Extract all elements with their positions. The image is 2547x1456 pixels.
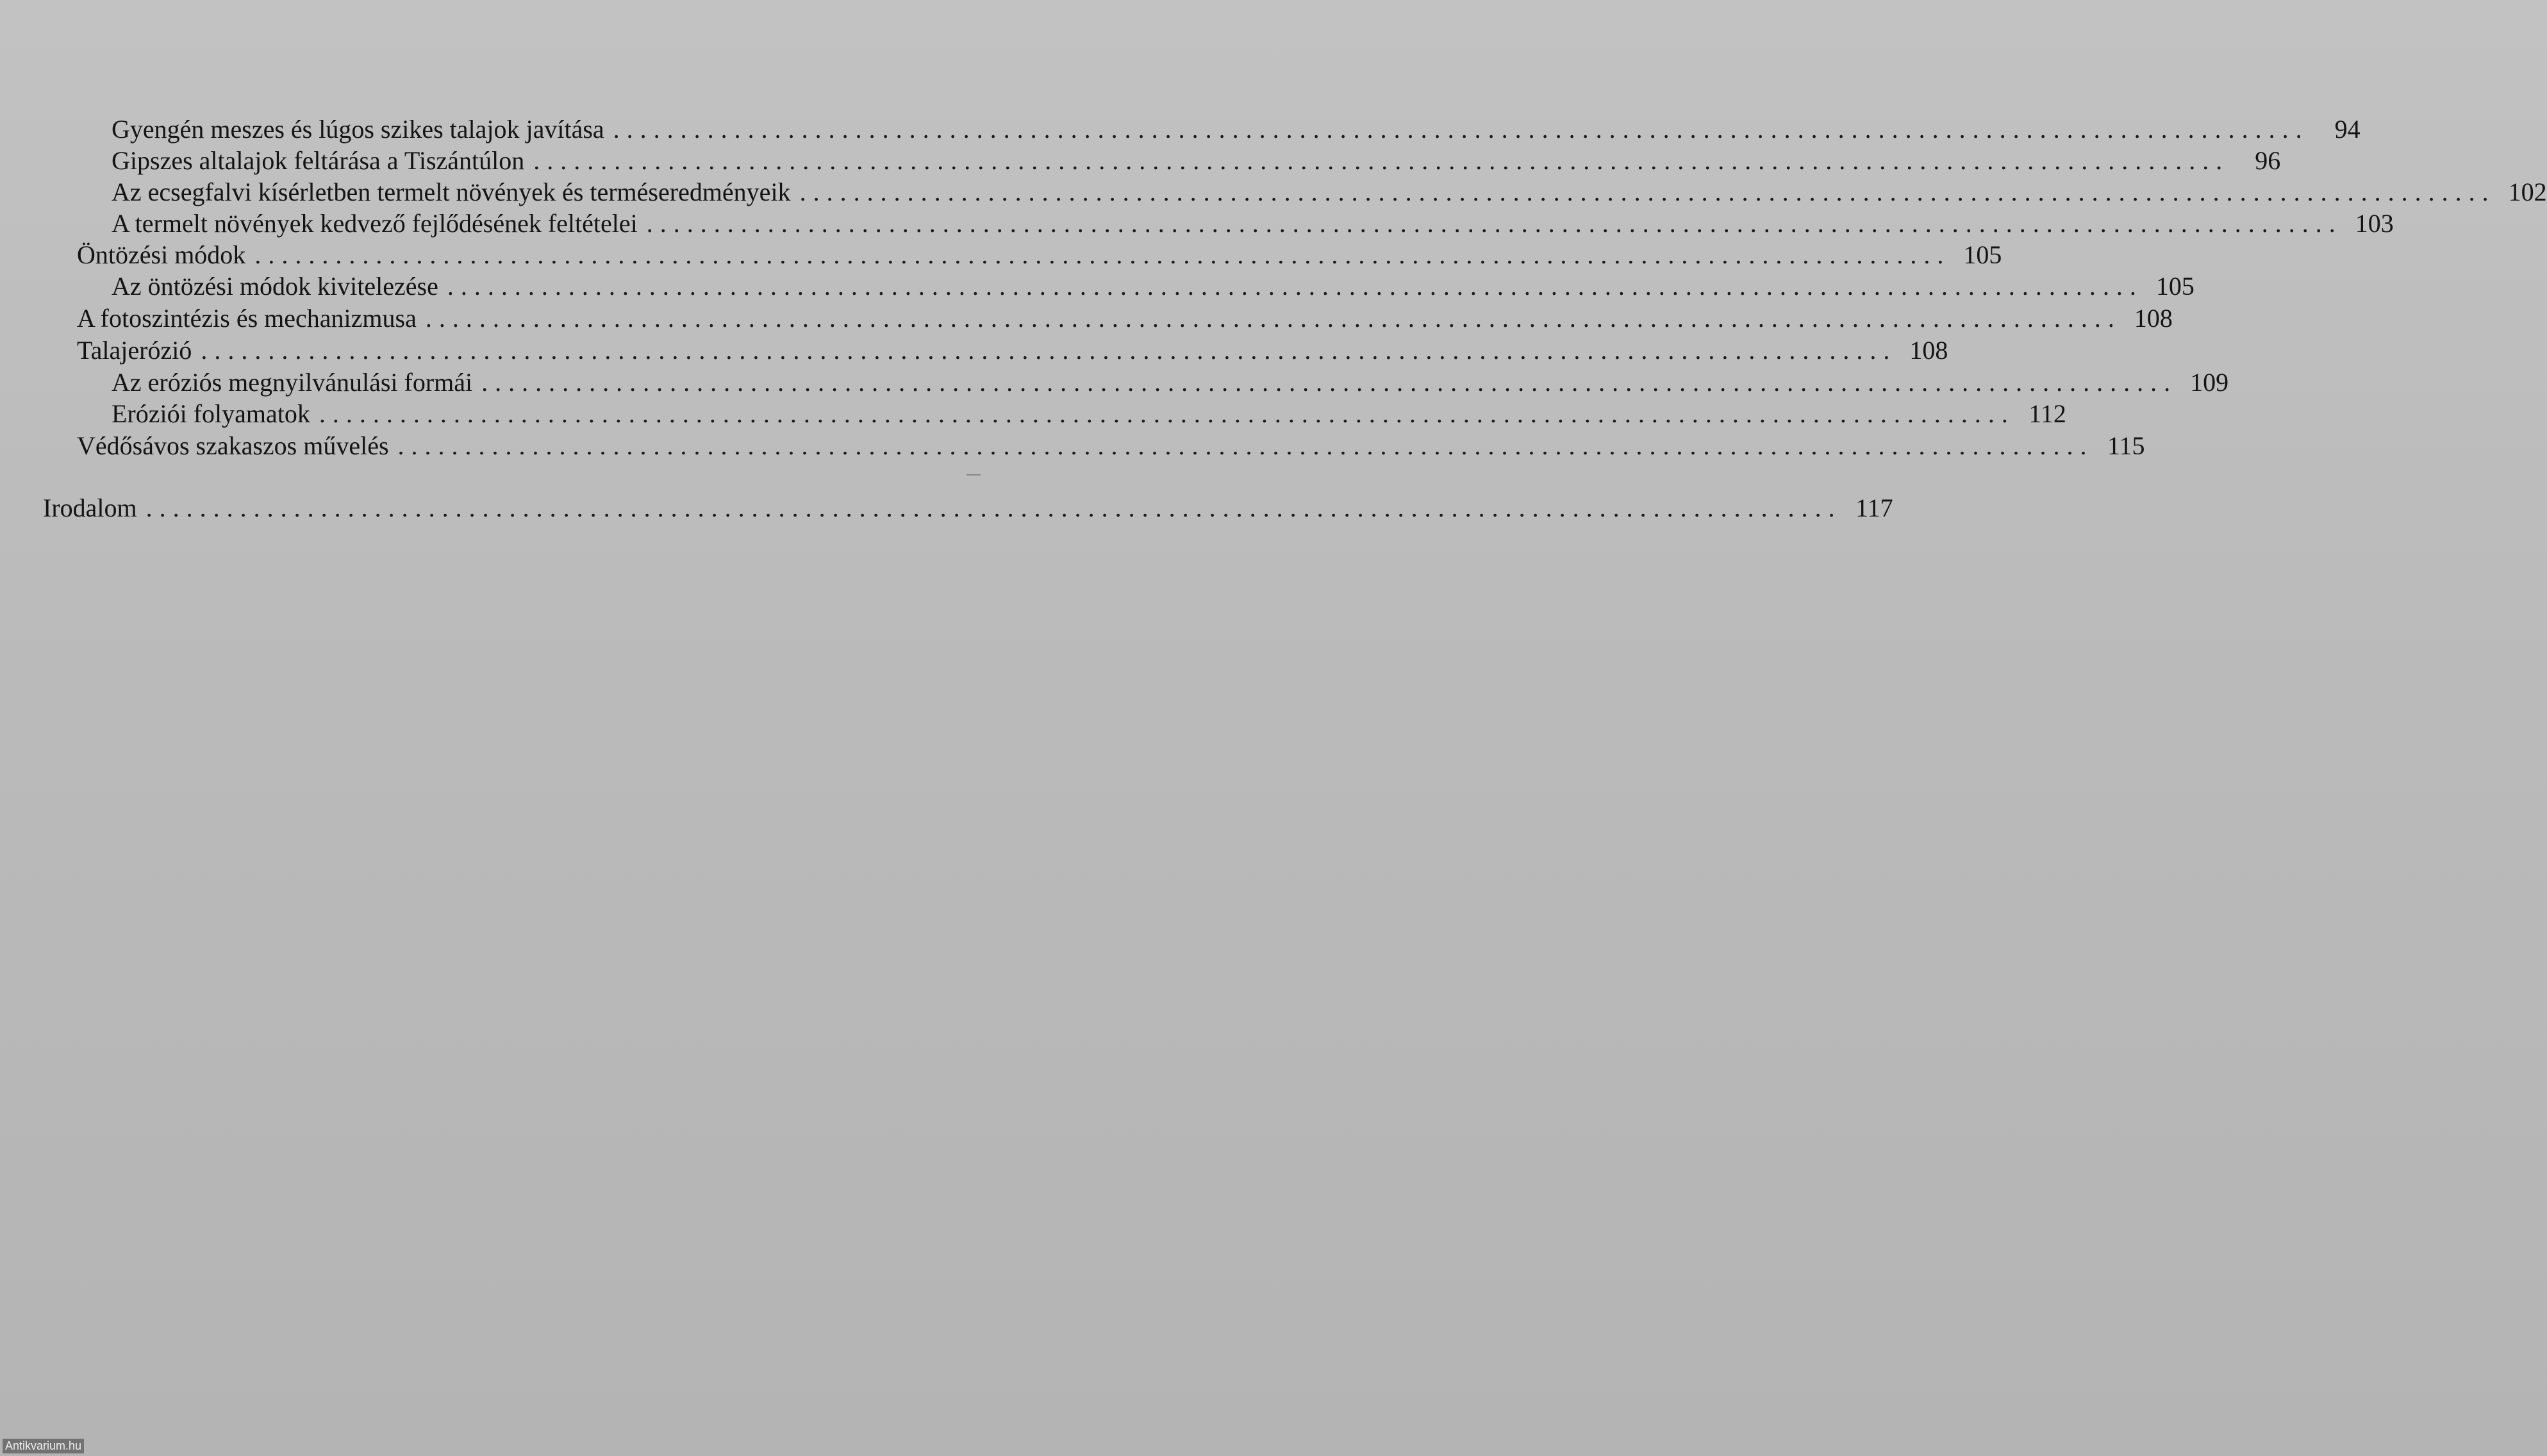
toc-entry[interactable]: [77, 239, 2002, 271]
toc-entry-label: Erózióі folyamatok: [112, 399, 310, 428]
toc-entry-page: 108: [2134, 304, 2173, 333]
toc-entry[interactable]: [112, 208, 2394, 240]
toc-entry-page: 112: [2028, 399, 2066, 428]
toc-row: [0, 113, 2360, 145]
toc-entry-page: 96: [2255, 146, 2281, 175]
toc-entry-page: 94: [2334, 115, 2360, 144]
toc-entry[interactable]: [77, 335, 1948, 367]
toc-row: [0, 239, 2002, 271]
toc-row: [0, 398, 2066, 430]
dot-leader: ..............................................................................................................................: [799, 178, 2496, 206]
toc-row: [0, 430, 2145, 462]
toc-entry-label: Gyengén meszes és lúgos szikes talajok javítása: [112, 115, 604, 144]
toc-entry-page: 117: [1855, 493, 1893, 522]
toc-entry-page: 108: [1909, 336, 1948, 365]
dot-leader: ..............................................................................................................................: [613, 115, 2309, 144]
toc-entry-page: 102: [2508, 178, 2547, 206]
toc-entry-label: Az eróziós megnyilvánulási formái: [112, 368, 473, 397]
toc-entry[interactable]: [112, 270, 2194, 302]
dot-leader: ..............................................................................................................................: [447, 272, 2143, 301]
toc-entry[interactable]: [112, 113, 2360, 145]
toc-entry-label: A fotoszintézis és mechanizmusa: [77, 304, 417, 333]
toc-entry-label: Az öntözési módok kivitelezése: [112, 272, 438, 301]
toc-entry-label: A termelt növények kedvező fejlődésének feltételei: [112, 209, 638, 238]
dot-leader: ..............................................................................................................................: [646, 209, 2343, 238]
toc-row: [0, 176, 2547, 208]
watermark: Antikvarium.hu: [3, 1439, 84, 1453]
toc-row: [0, 367, 2229, 399]
toc-entry[interactable]: [112, 176, 2547, 208]
toc-entry-label: Gipszes altalajok feltárása a Tiszántúlon: [112, 146, 525, 175]
toc-entry[interactable]: [77, 430, 2145, 462]
toc-entry-page: 105: [1963, 240, 2002, 269]
toc-entry-page: 103: [2355, 209, 2394, 238]
dot-leader: ..............................................................................................................................: [254, 240, 1951, 269]
toc-entry[interactable]: [77, 302, 2173, 335]
toc-row: [0, 270, 2194, 302]
toc-row: [0, 145, 2281, 177]
dot-leader: ..............................................................................................................................: [319, 399, 2015, 428]
toc-entry-label: Öntözési módok: [77, 240, 246, 269]
dot-leader: ..............................................................................................................................: [533, 146, 2230, 175]
toc-entry-page: 109: [2190, 368, 2229, 397]
toc-entry-label: Irodalom: [43, 493, 137, 522]
toc-row: [0, 492, 1893, 524]
dot-leader: ..............................................................................................................................: [145, 493, 1842, 522]
toc-entry[interactable]: [112, 145, 2281, 177]
toc-row: [0, 302, 2173, 335]
dot-leader: ..............................................................................................................................: [425, 304, 2121, 333]
dot-leader: ..............................................................................................................................: [397, 431, 2094, 460]
toc-row: [0, 335, 1948, 367]
toc-entry-page: 115: [2107, 431, 2145, 460]
toc-entry[interactable]: [43, 492, 1893, 524]
toc-entry[interactable]: [112, 398, 2066, 430]
dot-leader: ..............................................................................................................................: [481, 368, 2178, 397]
toc-entry-label: Védősávos szakaszos művelés: [77, 431, 389, 460]
toc-entry-label: Az ecsegfalvi kísérletben termelt növények és terméseredményeik: [112, 178, 791, 206]
toc-entry-label: Talajerózió: [77, 336, 192, 365]
toc-row: [0, 208, 2394, 240]
divider-mark: [967, 474, 981, 476]
dot-leader: ..............................................................................................................................: [201, 336, 1897, 365]
toc-entry[interactable]: [112, 367, 2229, 399]
toc-entry-page: 105: [2155, 272, 2194, 301]
